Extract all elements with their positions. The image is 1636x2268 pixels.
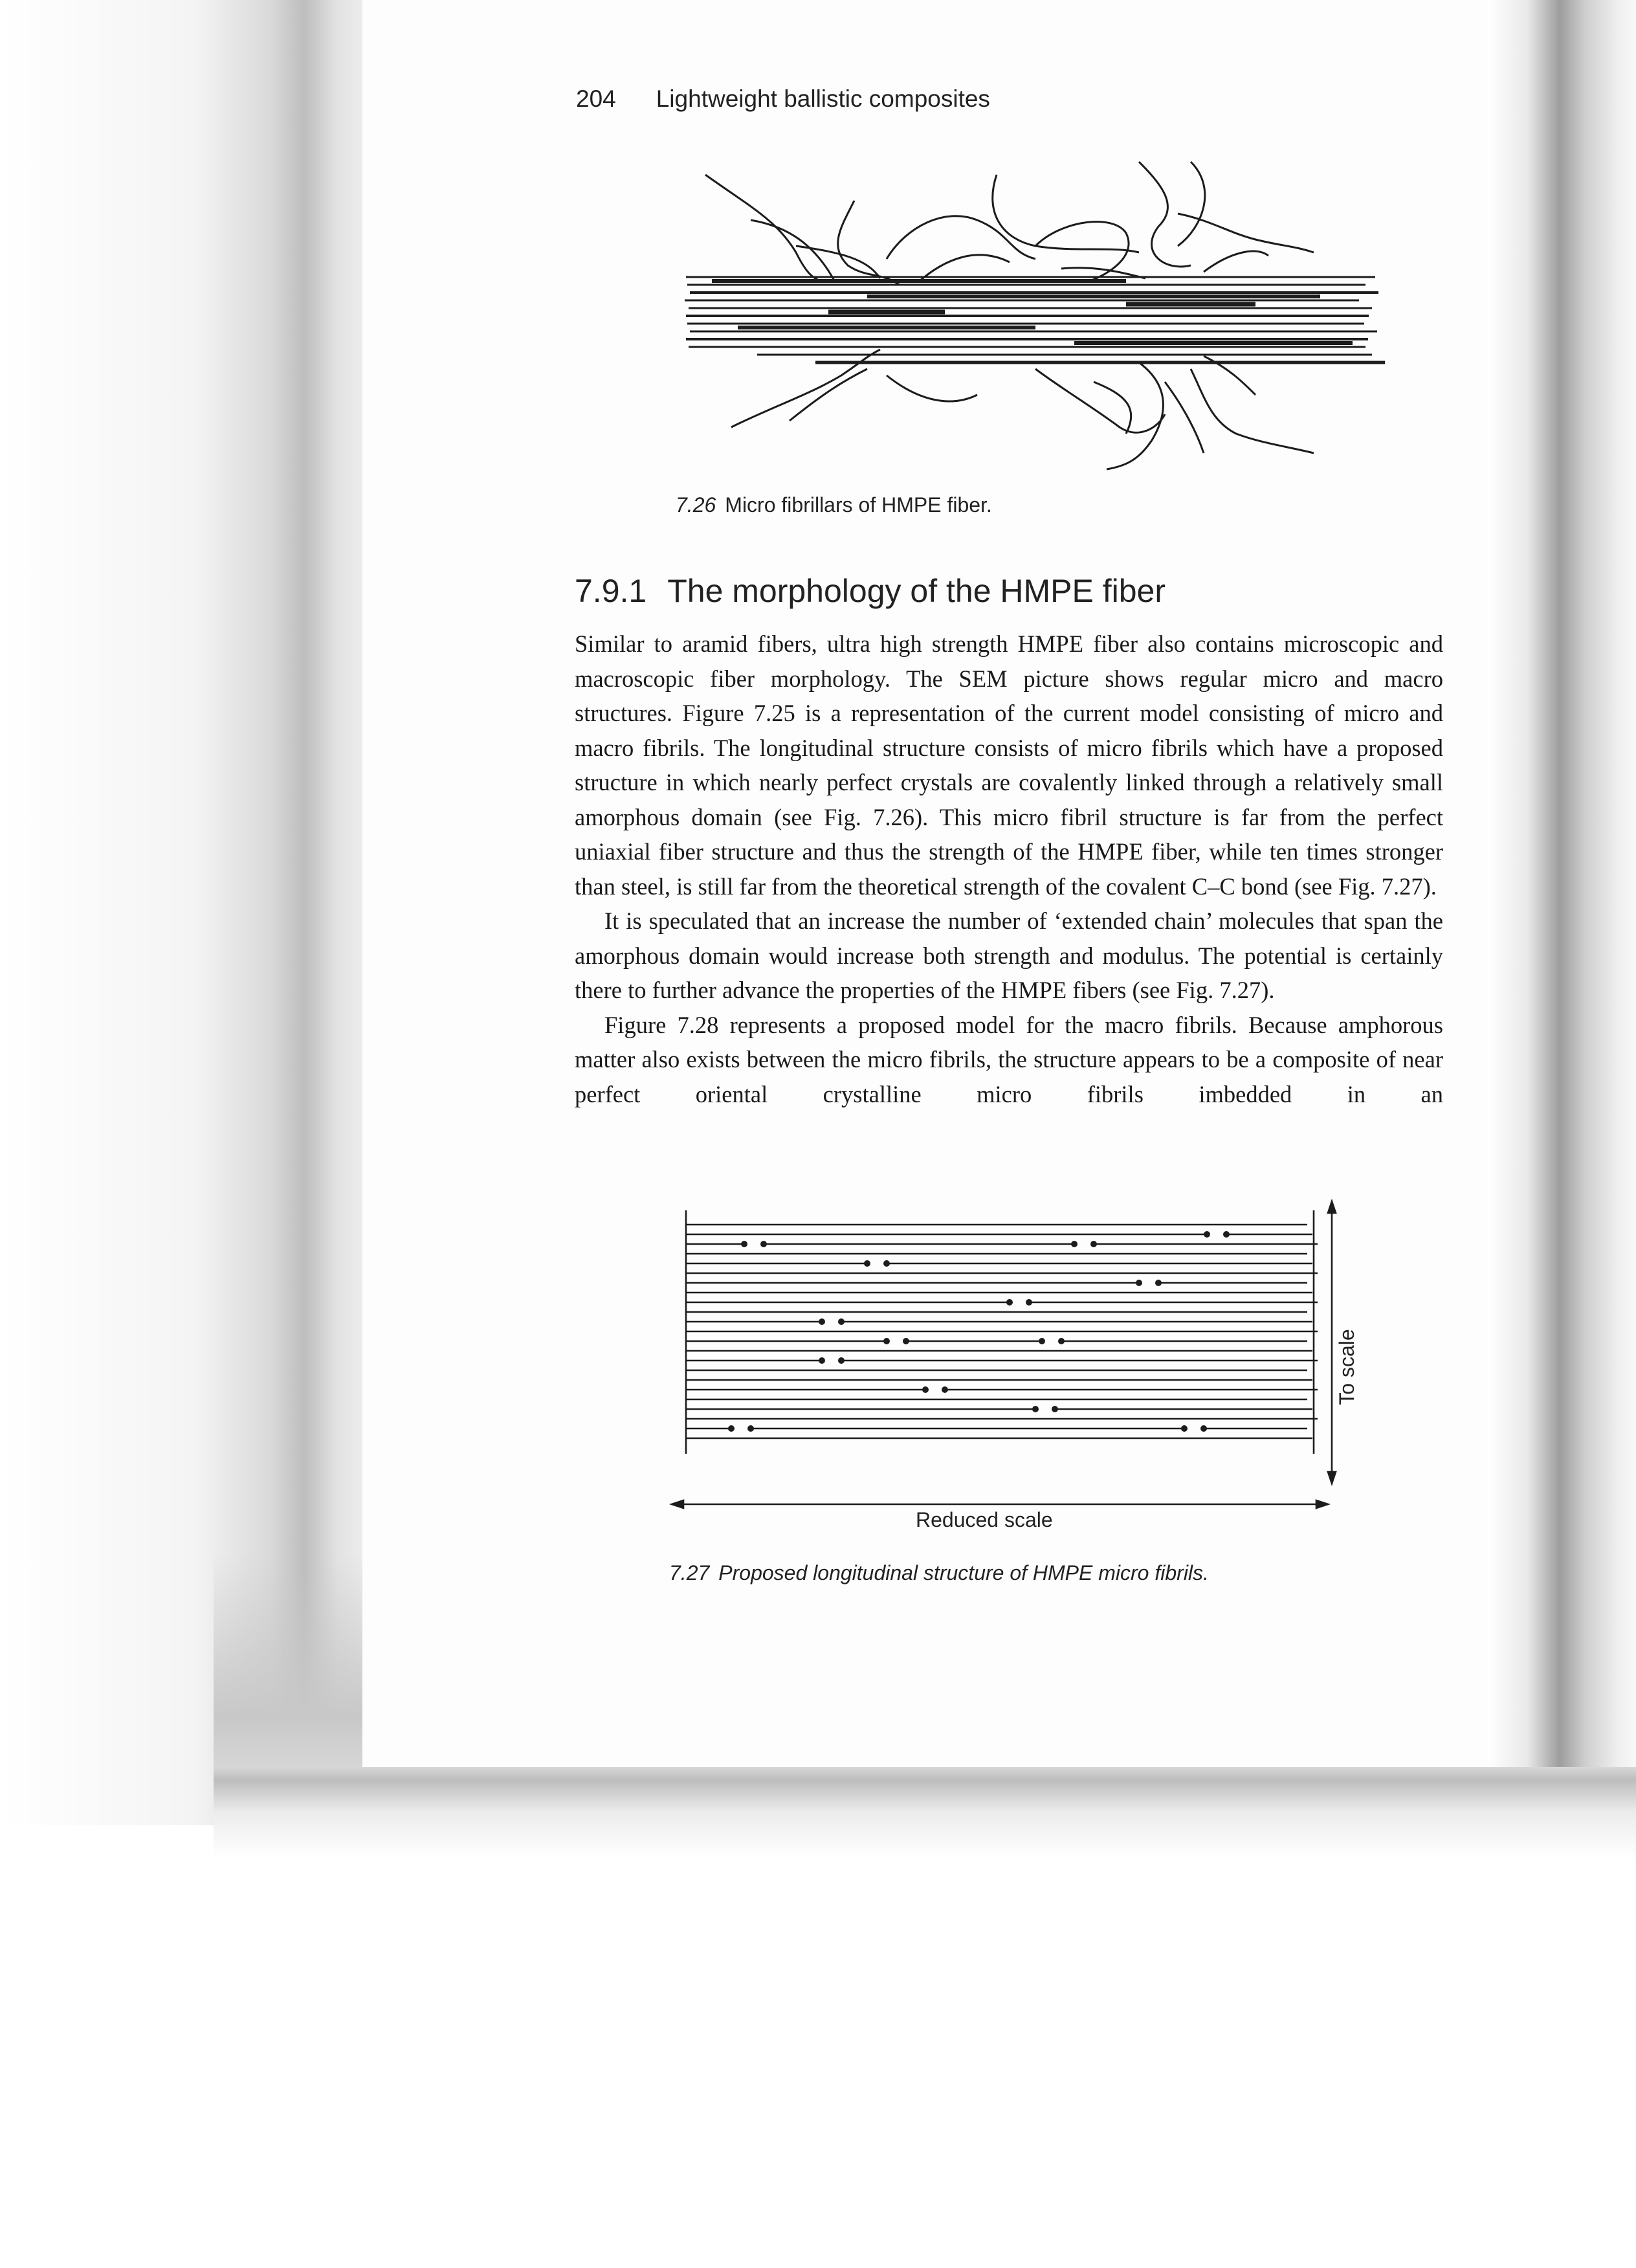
fibril-lines xyxy=(686,1210,1318,1454)
figure-7-26-caption xyxy=(676,493,992,517)
vertical-arrowhead-bottom xyxy=(1328,1472,1336,1484)
chain-end-dot xyxy=(819,1357,825,1364)
chain-end-dot xyxy=(1181,1425,1188,1432)
section-title: The morphology of the HMPE fiber xyxy=(667,573,1166,609)
paragraph-3: Figure 7.28 represents a proposed model for the macro fibrils. Because amphorous matter also exists between the micro fibrils, the structure appears to be a composite of near perfect oriental crystalline micro fibrils imbedded in an xyxy=(575,1011,1443,1107)
chain-end-dot xyxy=(883,1338,890,1344)
figure-7-26-number: 7.26 xyxy=(676,493,716,517)
chain-end-dot xyxy=(1155,1280,1162,1286)
running-head xyxy=(576,85,990,113)
chain-end-dot xyxy=(1052,1406,1058,1412)
horizontal-arrowhead-left xyxy=(672,1500,683,1508)
scan-page-bottom-edge xyxy=(214,1767,1636,1858)
chain-end-dot xyxy=(1071,1241,1078,1247)
chain-end-dot xyxy=(1200,1425,1207,1432)
chain-end-dot xyxy=(883,1260,890,1267)
paragraph-2: It is speculated that an increase the number of ‘extended chain’ molecules that span the amorphous domain would increase both strength and modulus. The potential is certainly there to further advance the properties of the HMPE fibers (see Fig. 7.27). xyxy=(575,907,1443,1003)
running-title: Lightweight ballistic composites xyxy=(656,85,990,112)
chain-end-dot xyxy=(1032,1406,1039,1412)
horizontal-arrowhead-right xyxy=(1316,1500,1328,1508)
chain-end-dot xyxy=(942,1386,948,1393)
chain-end-dot xyxy=(864,1260,870,1267)
chain-end-dot xyxy=(1136,1280,1142,1286)
chain-end-dot xyxy=(1090,1241,1097,1247)
section-heading xyxy=(575,572,1166,610)
body-text xyxy=(575,627,1443,1111)
figure-7-26-caption-text: Micro fibrillars of HMPE fiber. xyxy=(725,493,992,517)
chain-end-dot xyxy=(728,1425,735,1432)
page-number: 204 xyxy=(576,85,616,112)
chain-end-dot xyxy=(922,1386,929,1393)
chain-end-dot xyxy=(1039,1338,1045,1344)
chain-end-dot xyxy=(838,1318,845,1325)
scan-shadow-right xyxy=(1488,0,1636,1812)
chain-end-dot xyxy=(903,1338,909,1344)
chain-end-dot xyxy=(819,1318,825,1325)
chain-end-dot xyxy=(1204,1231,1210,1238)
chain-end-dot xyxy=(1026,1299,1032,1306)
scale-arrows xyxy=(672,1201,1336,1508)
chain-end-dot xyxy=(747,1425,754,1432)
chain-end-dot xyxy=(1223,1231,1230,1238)
chain-end-dot xyxy=(760,1241,767,1247)
figure-7-27-drawing xyxy=(667,1197,1391,1521)
figure-7-26-drawing xyxy=(673,149,1398,472)
figure-7-27-caption xyxy=(669,1561,1209,1585)
section-number: 7.9.1 xyxy=(575,573,647,609)
figure-7-27-caption-text: Proposed longitudinal structure of HMPE micro fibrils. xyxy=(718,1561,1209,1584)
chain-end-dot xyxy=(741,1241,747,1247)
fibril-bundle xyxy=(685,277,1385,362)
to-scale-label: To scale xyxy=(1335,1329,1358,1405)
paragraph-1: Similar to aramid fibers, ultra high strength HMPE fiber also contains microscopic and macroscopic fiber morphology. The SEM picture shows regular micro and macro structures. Figure 7.25 is a representation of the current model consisting of micro and macro fibrils. The longitudinal structure consists of micro fibrils which have a proposed structure in which nearly perfect crystals are covalently linked through a relatively small amorphous domain (see Fig. 7.26). This micro fibril structure is far from the perfect uniaxial fiber structure and thus the strength of the HMPE fiber, while ten times stronger than steel, is still far from the theoretical strength of the covalent C–C bond (see Fig. 7.27). xyxy=(575,630,1443,900)
chain-end-dot xyxy=(838,1357,845,1364)
chain-end-dot xyxy=(1058,1338,1065,1344)
reduced-scale-label: Reduced scale xyxy=(916,1508,1053,1531)
figure-7-27-number: 7.27 xyxy=(669,1561,710,1584)
vertical-arrowhead-top xyxy=(1328,1201,1336,1213)
chain-end-dot xyxy=(1006,1299,1013,1306)
